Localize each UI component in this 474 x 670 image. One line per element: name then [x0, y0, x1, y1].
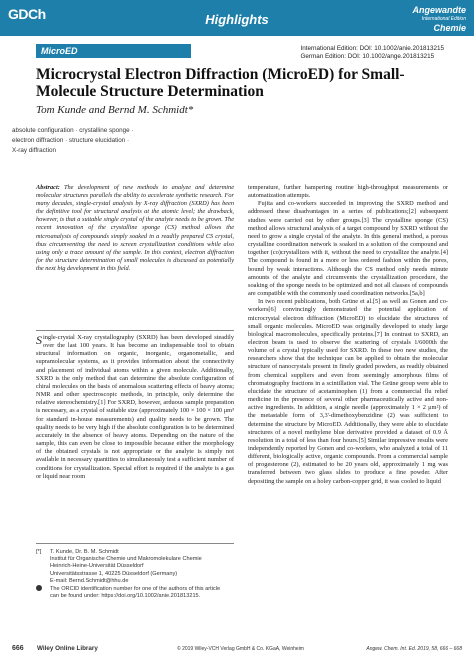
footnote-address: Universitätsstrasse 1, 40225 Düsseldorf (Germany): [50, 570, 178, 577]
wiley-online-library[interactable]: Wiley Online Library: [37, 645, 98, 652]
footnote: [36, 549, 234, 600]
footnote-mark: [*]: [36, 549, 42, 555]
page-number: 666: [12, 645, 24, 652]
abstract: [36, 184, 234, 273]
body-text-left: ingle-crystal X-ray crystallography (SXRD) has been developed steadily over the last 100 years. It has become an indispensable tool to obtain structural information on organic, inorganic, organometallic, and supramolecular systems, as it provides information about the connectivity and placement of individual atoms within a given molecule. Additionally, SXRD is the only method that can determine the absolute configuration of chiral molecules on the basis of anomalous scattering effects of heavy atoms; NMR and other spectroscopic methods, in principle, only determine the relative stereochemistry.[1] For SXRD, however, arduous sample preparation is necessary, as a crystal of suitable size (approximately 100 × 100 × 100 μm³ for standard in-house measurements) and quality needs to be grown. The quality needs to be very high if the absolute configuration is to be determined accurately in the absence of heavy atoms. Depending on the nature of the sample, this can even be close to impossible because either the morphology of the obtained crystals is not appropriate or the analyte is simply not available in necessary quantities to simultaneously test a sufficient number of conditions for crystallization. Special effort is required if the analyte is a gas or liquid near room: [36, 334, 234, 480]
doi-german[interactable]: German Edition: DOI: 10.1002/ange.201813215: [300, 53, 435, 60]
abstract-text: The development of new methods to analyze and determine molecular structures parallels the ability to accelerate synthetic research. For many decades, single-crystal analysis by X-ray diffraction (SXRD) has been the definitive tool for structural analysis at the atomic level; the drawback, however, is that a suitable single crystal of the analyte needs to be grown. The recent innovation of the crystalline sponge (CS) method allows the microanalysis of compounds simply soaked in a readily prepared CS crystal, thus circumventing the need to screen crystallization conditions while also using only a trace amount of the sample. In this context, electron diffraction for the structure determination of small molecules is discussed as potentially the next big development in this field.: [36, 184, 234, 272]
body-column-left: [36, 334, 234, 481]
angewandte-logo-main: Angewandte: [412, 5, 466, 15]
doi-international[interactable]: International Edition: DOI: 10.1002/anie.201813215: [300, 45, 444, 52]
angewandte-logo-chem: Chemie: [433, 23, 466, 33]
keyword-line: X-ray diffraction: [12, 147, 56, 154]
doi-block: [300, 45, 444, 61]
keyword-line: electron diffraction · structure elucidation ·: [12, 137, 130, 144]
footnote-email[interactable]: E-mail: Bernd.Schmidt@hhu.de: [50, 577, 129, 584]
angewandte-logo: [406, 6, 466, 33]
abstract-label: Abstract:: [36, 184, 60, 191]
abstract-divider: [36, 330, 234, 331]
paragraph: temperature, further hampering routine high-throughput measurements or automatization attempts.: [248, 184, 448, 200]
footnote-divider: [36, 543, 234, 544]
footnote-affiliation: Institut für Organische Chemie und Makromolekulare Chemie: [50, 556, 202, 563]
orcid-note-1: The ORCID identification number for one of the authors of this article: [50, 586, 221, 593]
section-title: Highlights: [205, 12, 269, 27]
footnote-university: Heinrich-Heine-Universität Düsseldorf: [50, 563, 144, 570]
gdch-logo: GDCh: [8, 6, 46, 22]
angewandte-logo-sub: International Edition: [421, 16, 466, 22]
footnote-authors: T. Kunde, Dr. B. M. Schmidt: [50, 549, 119, 555]
article-tag: MicroED: [36, 44, 191, 58]
journal-header-bar: [0, 0, 474, 36]
paragraph: Fujita and co-workers succeeded in improving the SXRD method and addressed these disadvantages in a series of publications;[2] subsequent studies were carried out by other groups.[3] The crystalline sponge (CS) method allows structural analysis of a target compound by SXRD without the need to grow a single crystal of the analyte. In this general method, a porous crystalline coordination network is soaked in a solution of the compound and together (co)crystallizes with it, without the need to crystallize the analyte.[4] The compound is found in a more or less ordered fashion within the pores, bound by weak interactions. Although the CS method only needs minute amounts of the analyte and circumvents the crystallization procedure, the soaking of the sponge needs to be optimized and not all classes of compounds are compatible with the commonly used coordination networks.[5a,b]: [248, 200, 448, 298]
paragraph: In two recent publications, both Grüne et al.[5] as well as Gonen and co-workers[6] convincingly demonstrated the potential application of microcrystal electron diffraction (MicroED) to elucidate the structures of small organic molecules. MicroED was originally developed to study large biological macromolecules, specifically proteins.[7] In contrast to SXRD, an electron beam is used to observe the scattering of crystals 1/6000th the volume of a crystal typically used for SXRD. In these two new studies, the researchers show that the technique can be applied to obtain the molecular structure of nanocrystals present in finely graded powders, as readily obtained from chemical suppliers and even from seemingly amorphous films of chromatography fractions in a scintillation vial. The Grüne group were able to elucidate the structure of acetaminophen (1) from a commercial flu relief medicine in the presence of several other pharmaceutically active and non-active ingredients. In addition, a single needle (approximately 1 × 2 μm²) of the metastable form of 3,3'-dimethoxybenzidine (2) was sufficient to determine the structure by MicroED. Additionally, they were able to elucidate structures of a novel methylene blue derivative provided a dataset of 0.9 Å resolution in a total of less than four hours.[5] Similar impressive results were independently reported by Gonen and co-workers, who analyzed a total of 11 different, biologically active, organic compounds. From a commercial sample of progesterone (2), estimated to be 20 years old, approximately 1 mg was transferred between two glass slides to produce a fine powder. After depositing the sample on a holey carbon-copper grid, it was cooled to liquid: [248, 298, 448, 485]
body-column-right: [248, 184, 448, 486]
keywords: [12, 126, 162, 156]
orcid-icon: [36, 585, 42, 591]
article-authors: Tom Kunde and Bernd M. Schmidt*: [36, 104, 194, 116]
copyright: © 2019 Wiley-VCH Verlag GmbH & Co. KGaA, Weinheim: [177, 646, 304, 652]
drop-cap: S: [36, 333, 42, 347]
article-title: Microcrystal Electron Diffraction (MicroED) for Small-Molecule Structure Determination: [36, 66, 405, 100]
journal-reference: Angew. Chem. Int. Ed. 2019, 58, 666 – 668: [366, 646, 462, 652]
orcid-note-2[interactable]: can be found under: https://doi.org/10.1002/anie.201813215.: [50, 593, 201, 600]
keyword-line: absolute configuration · crystalline sponge ·: [12, 127, 134, 134]
